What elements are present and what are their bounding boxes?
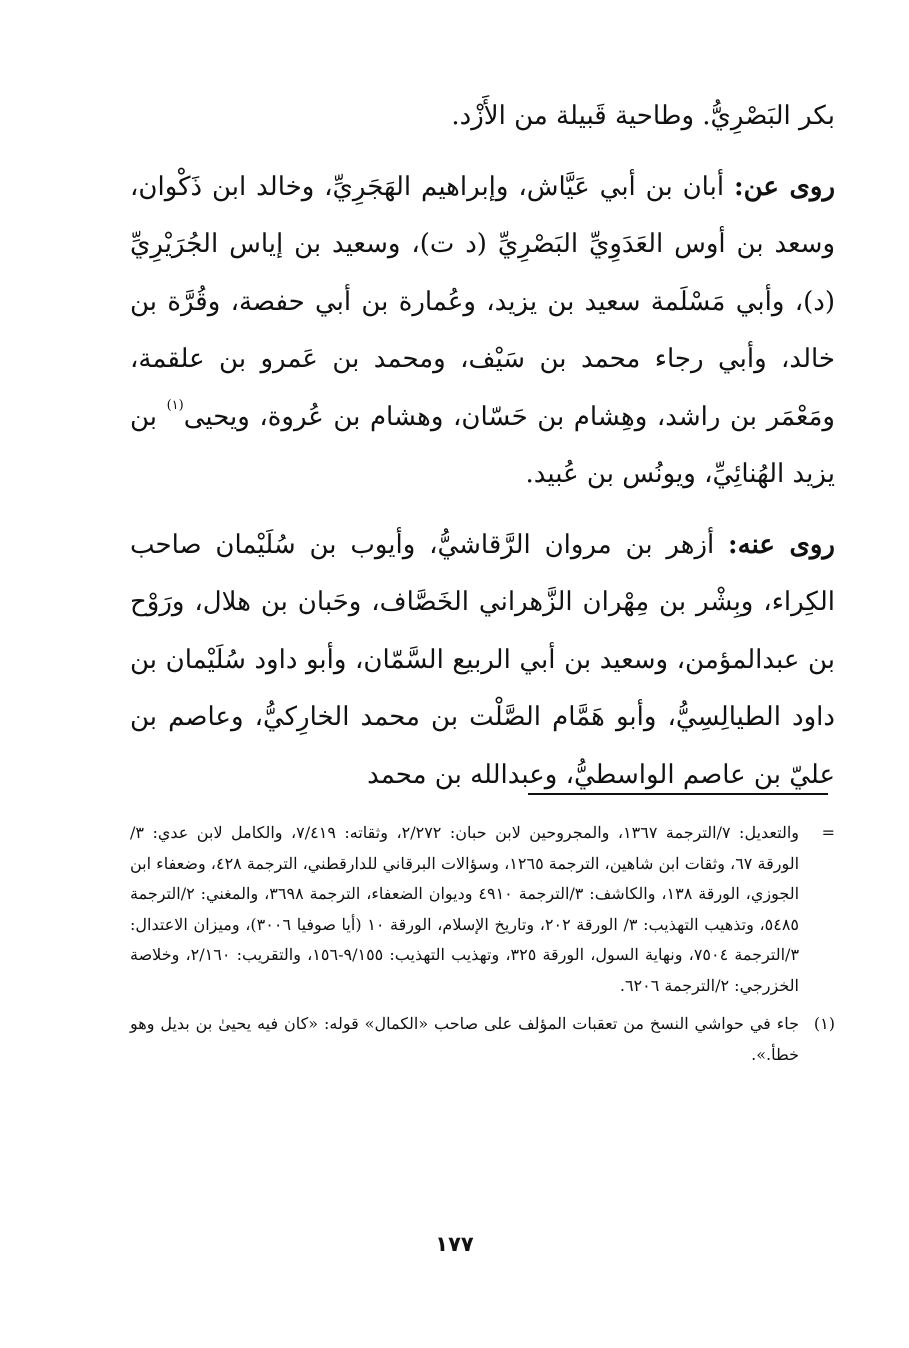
footnote-1 (130, 1009, 835, 1070)
footnote-marker: (١) (813, 1014, 835, 1033)
footnote-marker: = (821, 823, 835, 842)
narrated-by-text: أزهر بن مروان الرَّقاشيُّ، وأيوب بن سُلَيْمان صاحب الكِراء، وبِشْر بن مِهْران الزَّهراني الخَصَّاف، وحَبان بن هلال، ورَوْح بن عبدالمؤمن، وسعيد بن أبي الربيع السَّمّان، وأبو داود سُلَيْمان بن داود الطيالِسِيُّ، وأبو هَمَّام الصَّلْت بن محمد الخارِكيُّ، وعاصم بن عليّ بن عاصم الواسطيُّ، وعبدالله بن محمد (130, 529, 835, 790)
footnote-text: والتعديل: ٧/الترجمة ١٣٦٧، والمجروحين لابن حبان: ٢/٢٧٢، وثقاته: ٧/٤١٩، والكامل لابن عدي: ٣/الورقة ٦٧، وثقات ابن شاهين، الترجمة ١٢٦٥، وسؤالات البرقاني للدارقطني، الترجمة ٤٢٨، وضعفاء ابن الجوزي، الورقة ١٣٨، والكاشف: ٣/الترجمة ٤٩١٠ وديوان الضعفاء، الترجمة ٣٦٩٨، والمغني: ٢/الترجمة ٥٤٨٥، وتذهيب التهذيب: ٣/ الورقة ٢٠٢، وتاريخ الإسلام، الورقة ١٠ (أيا صوفيا ٣٠٠٦)، وميزان الاعتدال: ٣/الترجمة ٧٥٠٤، ونهاية السول، الورقة ٣٢٥، وتهذيب التهذيب: ٩/١٥٥-١٥٦، والتقريب: ٢/١٦٠، وخلاصة الخزرجي: ٢/الترجمة ٦٢٠٦. (130, 823, 800, 995)
narrated-by-label: روى عنه: (728, 529, 835, 560)
narrated-by-paragraph (130, 517, 835, 805)
narrated-from-text: أبان بن أبي عَيَّاش، وإبراهيم الهَجَرِيِّ، وخالد ابن ذَكْوان، وسعد بن أوس العَدَوِيِّ البَصْرِيِّ (د ت)، وسعيد بن إياس الجُرَيْرِيِّ (د)، وأبي مَسْلَمة سعيد بن يزيد، وعُمارة بن أبي حفصة، وقُرَّة بن خالد، وأبي رجاء محمد بن سَيْف، ومحمد بن عَمرو بن علقمة، ومَعْمَر بن راشد، وهِشام بن حَسّان، وهشام بن عُروة، ويحيى (130, 171, 835, 432)
footnote-reference: (١) (166, 397, 184, 413)
intro-line: بكر البَصْرِيُّ. وطاحية قَبيلة من الأَزْد. (451, 101, 835, 131)
footnote-separator (528, 793, 828, 795)
narrated-from-paragraph (130, 159, 835, 504)
footnotes (130, 818, 835, 1070)
footnote-continuation (130, 818, 835, 1001)
narrated-from-text-continued: بن يزيد الهُنائِيِّ، ويونُس بن عُبيد. (130, 401, 835, 489)
page-number: ١٧٧ (435, 1232, 474, 1256)
narrated-from-label: روى عن: (733, 171, 836, 202)
main-text (130, 88, 835, 804)
footnote-text: جاء في حواشي النسخ من تعقبات المؤلف على صاحب «الكمال» قوله: «كان فيه يحيىٰ بن بديل وهو خطأ.». (130, 1014, 799, 1064)
